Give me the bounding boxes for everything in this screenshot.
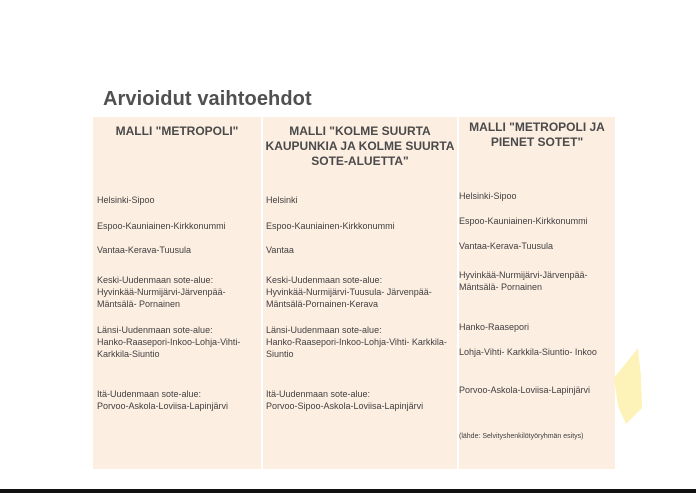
cell-text: Helsinki-Sipoo xyxy=(459,191,517,201)
cell-text: Vantaa xyxy=(266,245,294,255)
cell-text: Espoo-Kauniainen-Kirkkonummi xyxy=(266,221,395,231)
cell-text: Hanko-Raasepori xyxy=(459,322,530,332)
cell-text: Porvoo-Askola-Loviisa-Lapinjärvi xyxy=(459,385,591,395)
cell-text: Itä-Uudenmaan sote-alue: Porvoo-Sipoo-Askola-Loviisa-Lapinjärvi xyxy=(266,389,424,411)
column-divider xyxy=(261,117,263,469)
cell-text: Länsi-Uudenmaan sote-alue: Hanko-Raasepori-Inkoo-Lohja-Vihti- Karkkila- Siuntio xyxy=(266,325,447,359)
cell-text: Espoo-Kauniainen-Kirkkonummi xyxy=(97,221,226,231)
column-header-kolme-suurta: MALLI "KOLME SUURTA KAUPUNKIA JA KOLME SUURTA SOTE-ALUETTA" xyxy=(265,124,455,168)
cell-text: Lohja-Vihti- Karkkila-Siuntio- Inkoo xyxy=(459,347,597,357)
bottom-bar xyxy=(0,489,696,493)
cell-text: Länsi-Uudenmaan sote-alue: Hanko-Raasepori-Inkoo-Lohja-Vihti- Karkkila-Siuntio xyxy=(97,325,241,359)
cell-text: Hyvinkää-Nurmijärvi-Järvenpää- Mäntsälä- Pornainen xyxy=(459,270,588,292)
cell-text: Vantaa-Kerava-Tuusula xyxy=(97,245,192,255)
column-divider xyxy=(457,117,459,469)
cell-text: Helsinki xyxy=(266,195,298,205)
slide-title: Arvioidut vaihtoehdot xyxy=(103,88,312,110)
cell-text: Keski-Uudenmaan sote-alue: Hyvinkää-Nurmijärvi-Järvenpää- Mäntsälä- Pornainen xyxy=(97,275,226,309)
source-note: (lähde: Selvityshenkilötyöryhmän esitys) xyxy=(459,433,584,440)
cell-text: Itä-Uudenmaan sote-alue: Porvoo-Askola-Loviisa-Lapinjärvi xyxy=(97,389,229,411)
decorative-yellow-shape xyxy=(612,348,642,424)
cell-text: Keski-Uudenmaan sote-alue: Hyvinkää-Nurmijärvi-Tuusula- Järvenpää- Mäntsälä-Pornainen-Kerava xyxy=(266,275,432,309)
cell-text: Espoo-Kauniainen-Kirkkonummi xyxy=(459,216,588,226)
column-header-metropoli-pienet-sotet: MALLI "METROPOLI JA PIENET SOTET" xyxy=(469,120,605,149)
cell-text: Helsinki-Sipoo xyxy=(97,195,155,205)
cell-text: Vantaa-Kerava-Tuusula xyxy=(459,241,554,251)
options-table xyxy=(93,117,615,469)
column-header-metropoli: MALLI "METROPOLI" xyxy=(115,124,239,138)
